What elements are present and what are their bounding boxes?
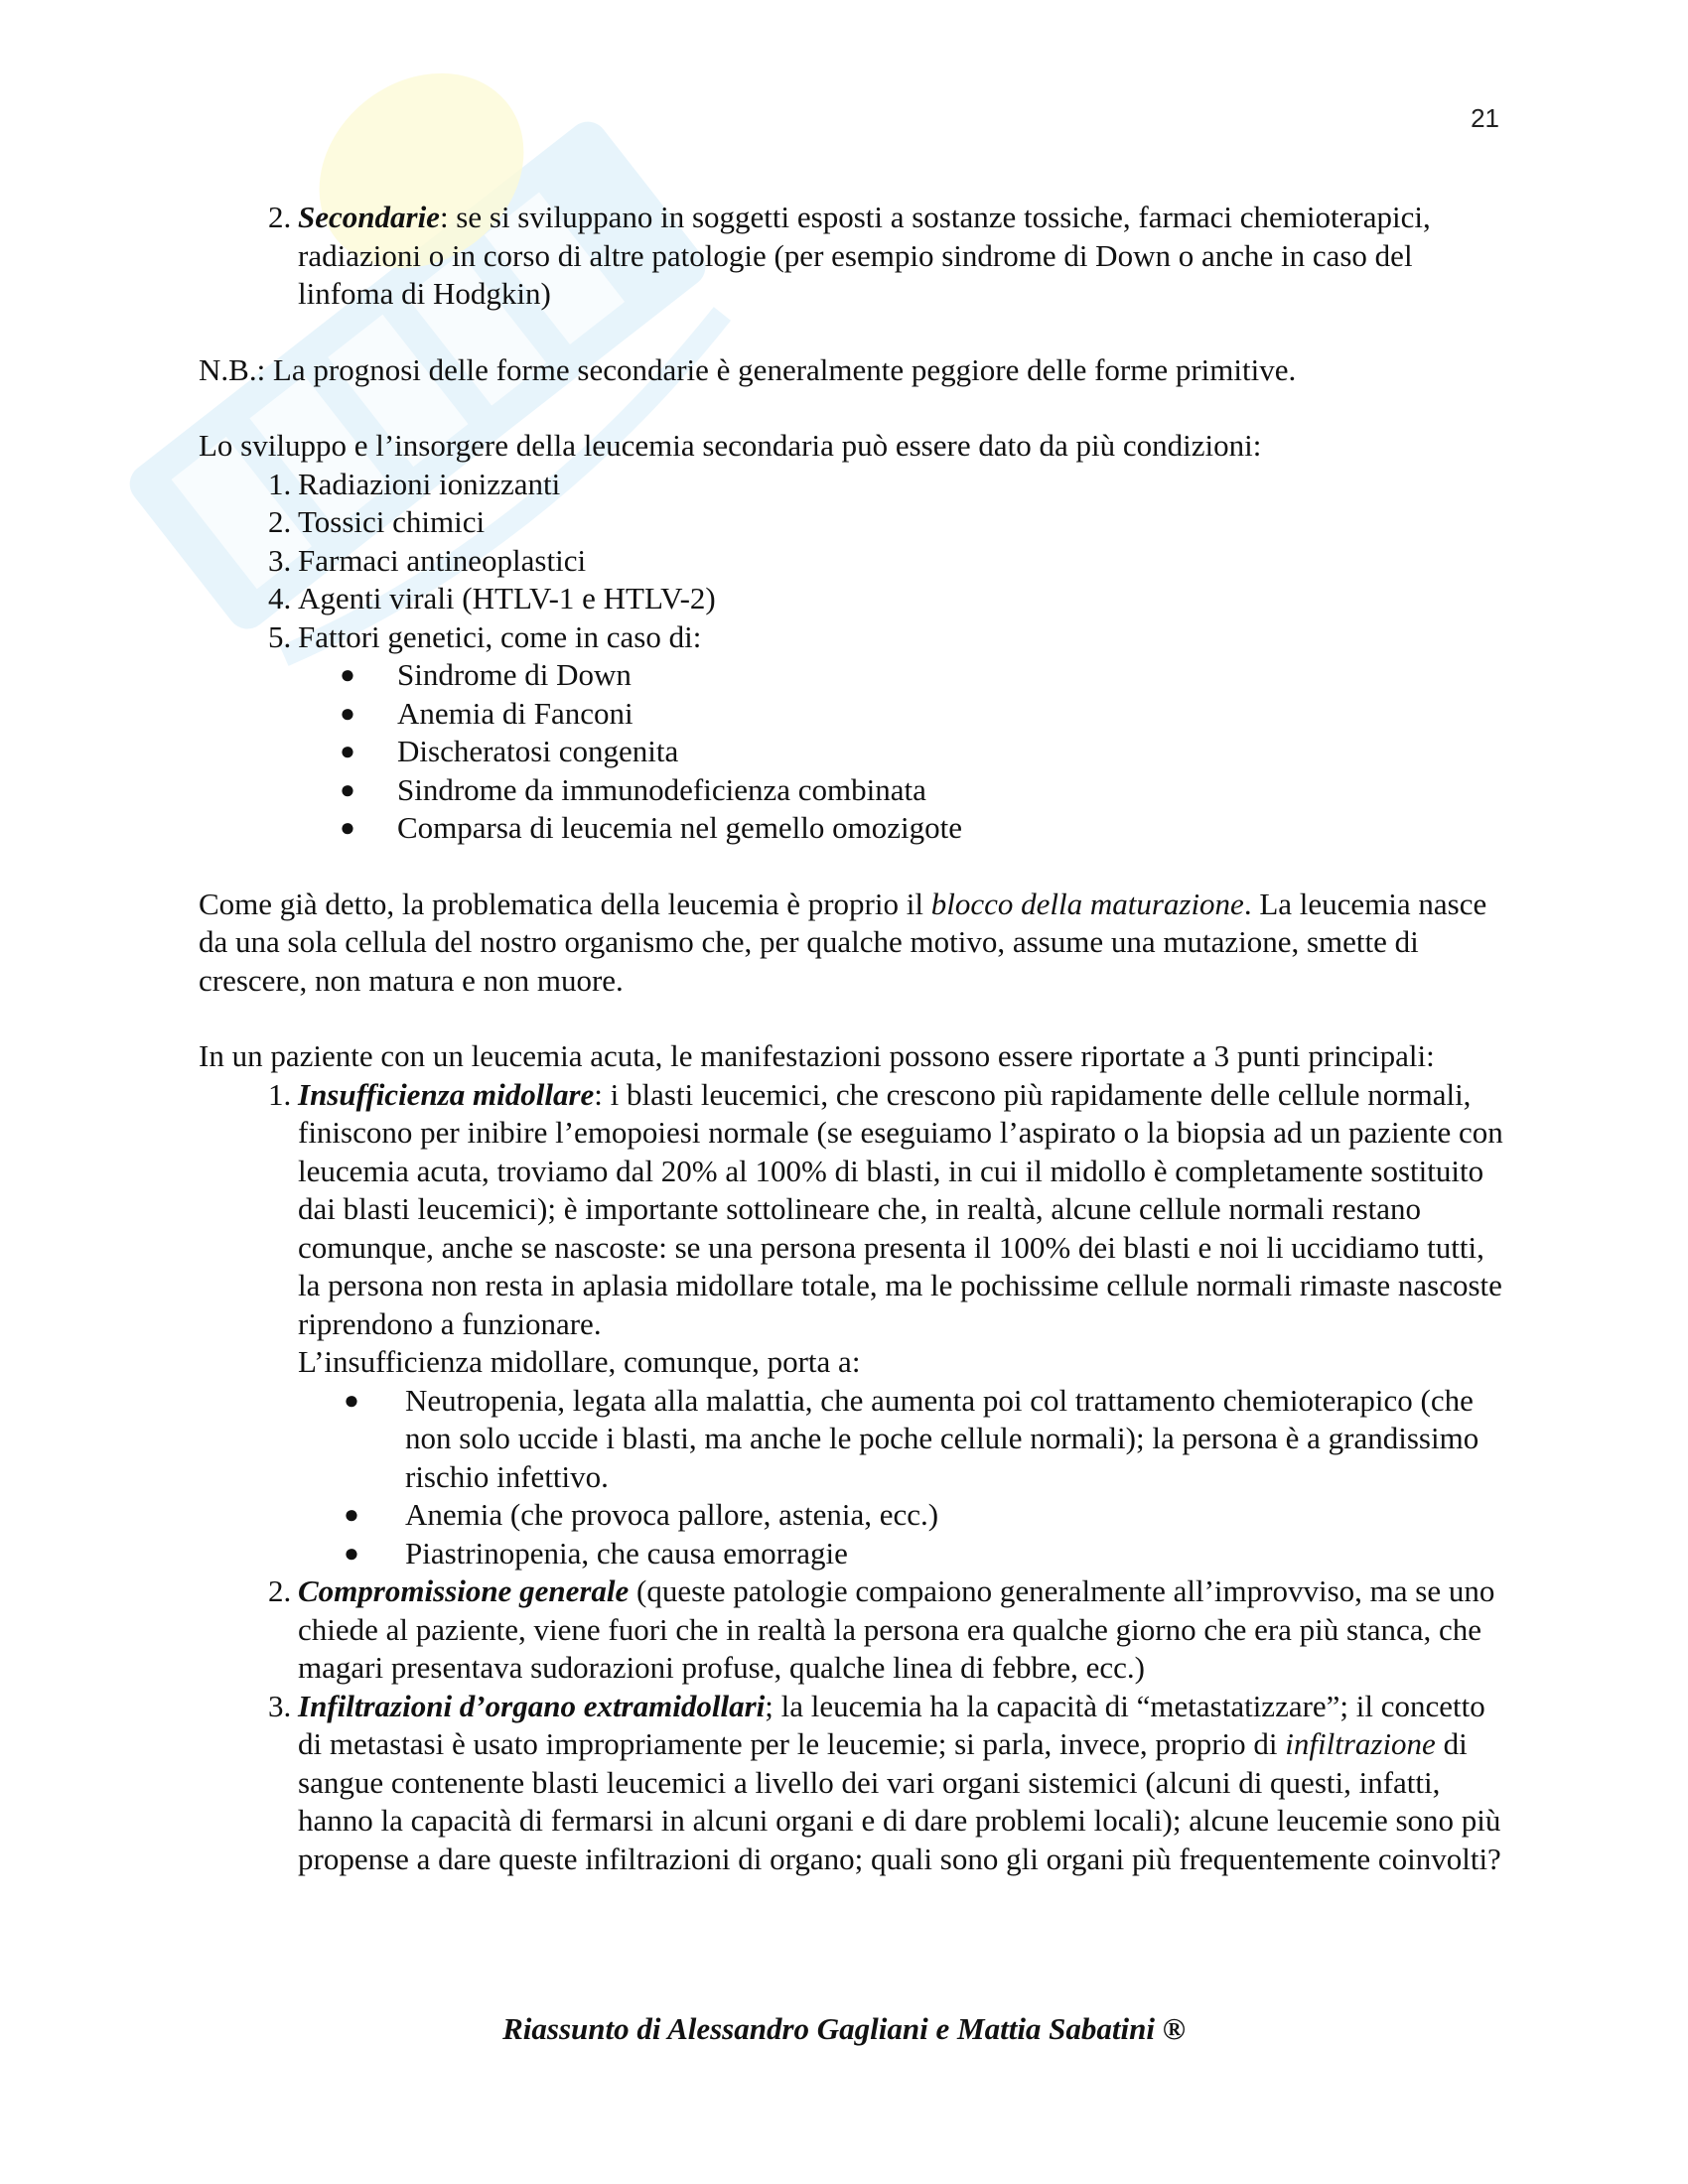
item-text: Agenti virali (HTLV-1 e HTLV-2) xyxy=(298,581,716,615)
bullet-item xyxy=(298,656,1509,695)
item-text: Fattori genetici, come in caso di: xyxy=(298,618,702,654)
list-item xyxy=(199,503,1509,542)
term-secondarie: Secondarie xyxy=(298,200,440,234)
list-item xyxy=(199,466,1509,504)
secondarie-text: : se si sviluppano in soggetti esposti a sostanze tossiche, farmaci chemioterapici, radiazioni o in corso di altre patologie (per esempio sindrome di Down o anche in caso del linfoma di Hodgkin) xyxy=(298,200,1431,311)
item-number: 5. xyxy=(268,618,292,654)
bullet-item xyxy=(298,771,1509,810)
bullet-item xyxy=(298,1382,1509,1497)
bullet-text: Comparsa di leucemia nel gemello omozigote xyxy=(397,810,963,845)
item-text: Farmaci antineoplastici xyxy=(298,542,587,578)
point-compromissione-generale xyxy=(199,1572,1509,1688)
bullet-icon: ● xyxy=(340,660,355,689)
footer-credit: Riassunto di Alessandro Gagliani e Mattia Sabatini ® xyxy=(502,2011,1186,2046)
genetic-factors-list xyxy=(298,656,1509,848)
bullet-icon: ● xyxy=(344,1385,359,1415)
infiltrazione-emphasis: infiltrazione xyxy=(1285,1726,1436,1761)
insufficienza-subintro: L’insufficienza midollare, comunque, porta a: xyxy=(298,1344,861,1379)
bullet-item xyxy=(298,1496,1509,1535)
conditions-list xyxy=(199,466,1509,848)
bullet-icon: ● xyxy=(340,698,355,728)
nb-note: N.B.: La prognosi delle forme secondarie è generalmente peggiore delle forme primitive. xyxy=(199,351,1297,387)
maturation-emphasis: blocco della maturazione xyxy=(930,886,1244,921)
bullet-icon: ● xyxy=(344,1500,359,1529)
item-number: 2. xyxy=(268,200,292,234)
bullet-item xyxy=(298,1535,1509,1573)
acute-intro: In un paziente con un leucemia acuta, le manifestazioni possono essere riportate a 3 punti principali: xyxy=(199,1038,1435,1073)
infiltrazioni-text-end: di sangue contenente blasti leucemici a livello dei vari organi sistemici (alcuni di questi, infatti, hanno la capacità di fermarsi in alcuni organi e di dare problemi locali); alcune leucemie sono più propense a dare queste infiltrazioni di organo; quali sono gli organi più frequentemente coinvolti? xyxy=(298,1726,1501,1876)
maturation-text: Come già detto, la problematica della leucemia è proprio il xyxy=(199,886,931,921)
bullet-text: Anemia di Fanconi xyxy=(397,695,633,731)
insufficienza-bullets xyxy=(298,1382,1509,1573)
item-number: 1. xyxy=(268,466,292,501)
bullet-icon: ● xyxy=(344,1538,359,1568)
maturation-paragraph xyxy=(199,886,1509,1001)
list-item-secondarie xyxy=(199,199,1509,314)
term-insufficienza: Insufficienza midollare xyxy=(298,1076,595,1112)
list-item xyxy=(199,542,1509,581)
item-text: Radiazioni ionizzanti xyxy=(298,466,561,501)
term-infiltrazioni: Infiltrazioni d’organo extramidollari xyxy=(298,1688,766,1723)
maturation-text-end: . La leucemia nasce da una sola cellula del nostro organismo che, per qualche motivo, assume una mutazione, smette di crescere, non matura e non muore. xyxy=(199,886,1487,998)
item-number: 4. xyxy=(268,581,292,615)
bullet-text: Sindrome di Down xyxy=(397,657,632,692)
item-number: 3. xyxy=(268,1688,292,1723)
insufficienza-text: : i blasti leucemici, che crescono più rapidamente delle cellule normali, finiscono per inibire l’emopoiesi normale (se eseguiamo l’aspirato o la biopsia ad un paziente con leucemia acuta, troviamo dal 20% al 100% di blasti, in cui il midollo è completamente sostituito dai blasti leucemici); è importante sottolineare che, in realtà, alcune cellule normali restano comunque, anche se nascoste: se una persona presenta il 100% dei blasti e noi li uccidiamo tutti, la persona non resta in aplasia midollare totale, ma le pochissime cellule normali rimaste nascoste riprendono a funzionare. xyxy=(298,1076,1503,1341)
bullet-text: Piastrinopenia, che causa emorragie xyxy=(405,1535,848,1570)
bullet-text: Neutropenia, legata alla malattia, che aumenta poi col trattamento chemioterapico (che non solo uccide i blasti, ma anche le poche cellule normali); la persona è a grandissimo rischio infettivo. xyxy=(405,1382,1479,1494)
point-insufficienza-midollare xyxy=(199,1076,1509,1382)
bullet-icon: ● xyxy=(340,774,355,804)
bullet-icon: ● xyxy=(340,737,355,765)
bullet-item xyxy=(298,695,1509,734)
bullet-icon: ● xyxy=(340,813,355,842)
item-text: Tossici chimici xyxy=(298,504,486,539)
page-number: 21 xyxy=(1471,103,1499,133)
infiltrazioni-text: ; la leucemia ha la capacità di “metastatizzare”; il concetto di metastasi è usato impropriamente per le leucemie; si parla, invece, proprio di xyxy=(298,1688,1485,1761)
bullet-text: Sindrome da immunodeficienza combinata xyxy=(397,771,926,807)
item-number: 2. xyxy=(268,1573,292,1608)
bullet-text: Anemia (che provoca pallore, astenia, ecc.) xyxy=(405,1497,939,1532)
item-number: 1. xyxy=(268,1076,292,1112)
list-item xyxy=(199,580,1509,618)
compromissione-text: (queste patologie compaiono generalmente all’improvviso, ma se uno chiede al paziente, viene fuori che in realtà la persona era qualche giorno che era più stanca, che magari presentava sudorazioni profuse, qualche linea di febbre, ecc.) xyxy=(298,1573,1495,1685)
bullet-item xyxy=(298,733,1509,771)
page-content xyxy=(199,199,1509,1878)
item-number: 3. xyxy=(268,542,292,578)
point-infiltrazioni xyxy=(199,1688,1509,1879)
item-number: 2. xyxy=(268,504,292,539)
term-compromissione: Compromissione generale xyxy=(298,1573,630,1608)
list-item xyxy=(199,618,1509,657)
bullet-item xyxy=(298,809,1509,848)
conditions-intro: Lo sviluppo e l’insorgere della leucemia secondaria può essere dato da più condizioni: xyxy=(199,428,1262,463)
bullet-text: Discheratosi congenita xyxy=(397,734,679,768)
